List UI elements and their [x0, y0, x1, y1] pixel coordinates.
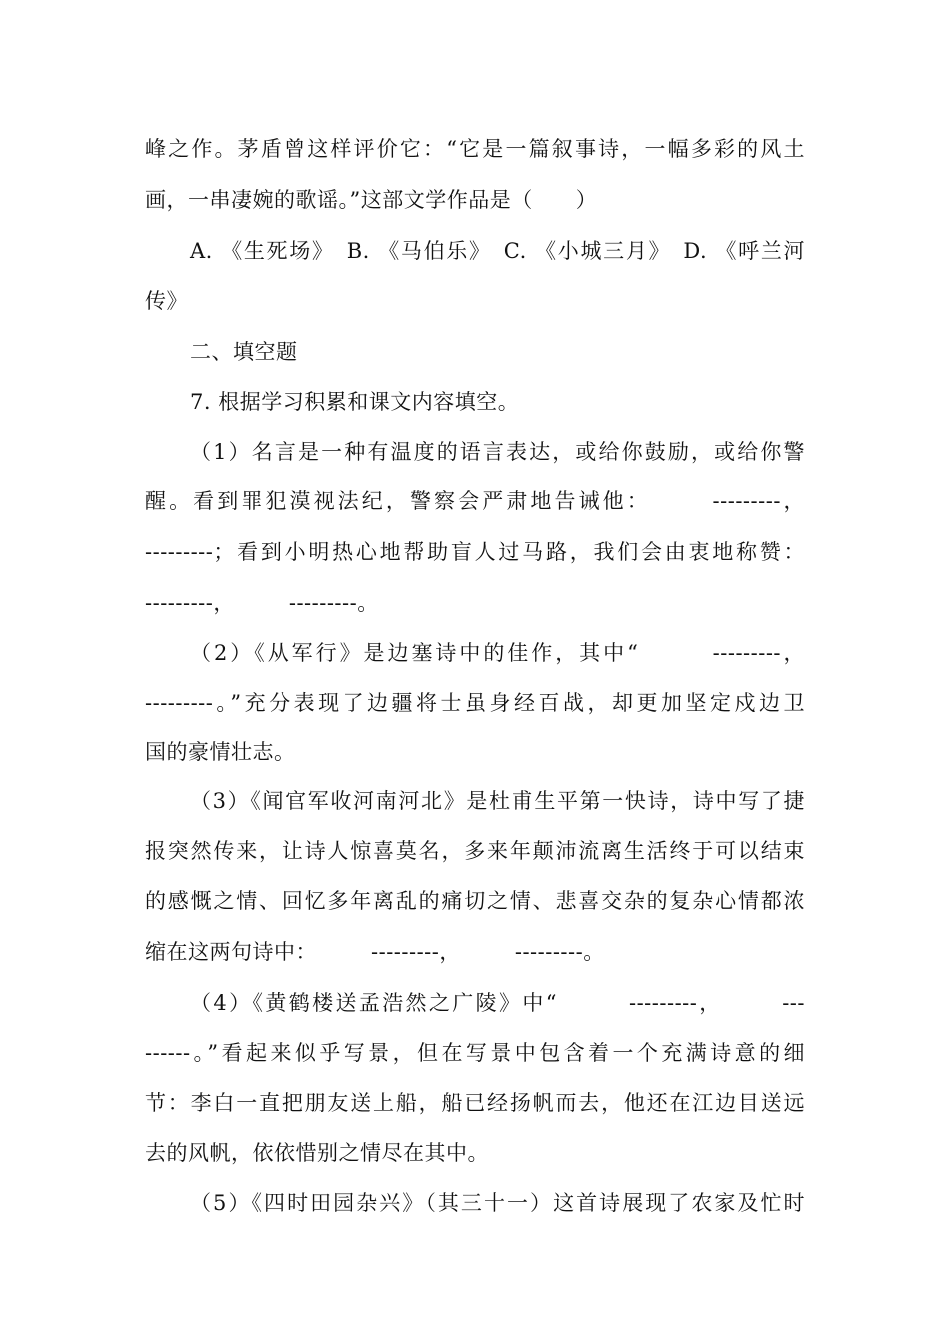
- text-line: 画，一串凄婉的歌谣。”这部文学作品是（ ）: [145, 188, 598, 212]
- text-line: （4）《黄鹤楼送孟浩然之广陵》中“ ---------， ---: [190, 991, 805, 1015]
- text-line: ---------；看到小明热心地帮助盲人过马路，我们会由衷地称赞：: [145, 540, 805, 564]
- text-line: 的感慨之情、回忆多年离乱的痛切之情、悲喜交杂的复杂心情都浓: [145, 889, 805, 913]
- text-line: 峰之作。茅盾曾这样评价它：“它是一篇叙事诗，一幅多彩的风土: [145, 137, 805, 161]
- question-options: A. 《生死场》 B. 《马伯乐》 C. 《小城三月》 D. 《呼兰河: [190, 239, 805, 263]
- text-line: ---------， ---------。: [145, 591, 379, 615]
- text-line: 缩在这两句诗中： ---------， ---------。: [145, 940, 605, 964]
- text-line: ---------。”充分表现了边疆将士虽身经百战，却更加坚定戍边卫: [145, 691, 805, 715]
- text-line: 去的风帆，依依惜别之情尽在其中。: [145, 1141, 489, 1165]
- text-line: （2）《从军行》是边塞诗中的佳作，其中“ ---------，: [190, 641, 805, 665]
- text-line: （5）《四时田园杂兴》（其三十一）这首诗展现了农家及忙时: [190, 1191, 805, 1215]
- text-line: （1）名言是一种有温度的语言表达，或给你鼓励，或给你警: [190, 440, 805, 464]
- text-line: （3）《闻官军收河南河北》是杜甫生平第一快诗，诗中写了捷: [190, 789, 805, 813]
- text-line: ------。”看起来似乎写景，但在写景中包含着一个充满诗意的细: [145, 1041, 805, 1065]
- question-title: 7. 根据学习积累和课文内容填空。: [190, 390, 520, 414]
- text-line: 醒。看到罪犯漠视法纪，警察会严肃地告诫他： ---------，: [145, 489, 805, 513]
- text-line: 节：李白一直把朋友送上船，船已经扬帆而去，他还在江边目送远: [145, 1091, 805, 1115]
- text-line: 传》: [145, 289, 188, 313]
- section-heading: 二、填空题: [190, 340, 298, 364]
- text-line: 报突然传来，让诗人惊喜莫名，多来年颠沛流离生活终于可以结束: [145, 839, 805, 863]
- text-line: 国的豪情壮志。: [145, 740, 296, 764]
